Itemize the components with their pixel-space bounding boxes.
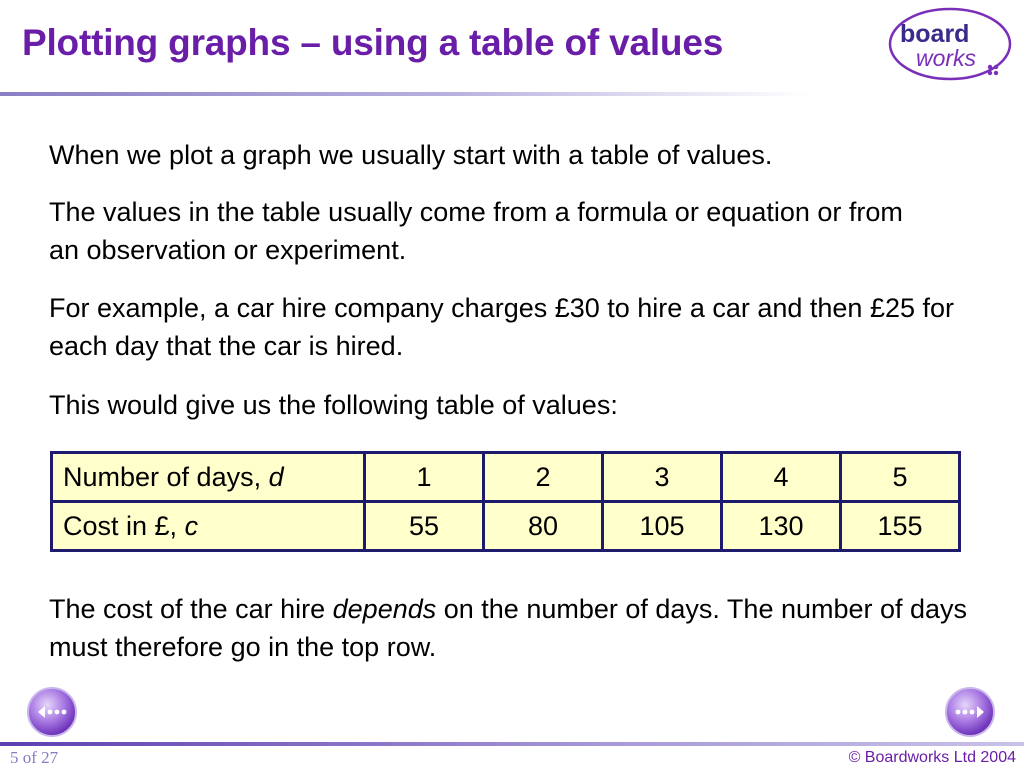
- svg-text:works: works: [916, 45, 977, 71]
- copyright-notice: © Boardworks Ltd 2004: [848, 749, 1016, 766]
- days-header-cell: Number of days, d: [52, 453, 365, 502]
- days-cell: 1: [365, 453, 484, 502]
- cost-cell: 130: [722, 502, 841, 551]
- emphasis-depends: depends: [332, 594, 437, 624]
- table-row-days: [52, 453, 960, 502]
- boardworks-logo: [886, 4, 1018, 82]
- days-cell: 3: [603, 453, 722, 502]
- title-underline: [0, 92, 810, 96]
- intro-paragraph: When we plot a graph we usually start with a table of values.: [49, 140, 773, 170]
- table-intro-paragraph: This would give us the following table of values:: [49, 390, 618, 420]
- next-slide-button[interactable]: [944, 686, 996, 738]
- days-cell: 2: [484, 453, 603, 502]
- footer-divider: [0, 742, 1024, 746]
- cost-cell: 80: [484, 502, 603, 551]
- table-row-cost: [52, 502, 960, 551]
- days-cell: 5: [841, 453, 960, 502]
- page-title: Plotting graphs – using a table of values: [22, 22, 724, 63]
- cost-cell: 55: [365, 502, 484, 551]
- days-cell: 4: [722, 453, 841, 502]
- page-number: 5 of 27: [10, 748, 59, 767]
- previous-slide-button[interactable]: [26, 686, 78, 738]
- cost-header-cell: Cost in £, c: [52, 502, 365, 551]
- example-paragraph: For example, a car hire company charges £30 to hire a car and then £25 for each day that the car is hired.: [49, 293, 955, 361]
- cost-cell: 105: [603, 502, 722, 551]
- values-table: [50, 451, 961, 552]
- conclusion-paragraph: The cost of the car hire depends on the number of days. The number of days must therefore go in the top row.: [49, 594, 968, 662]
- source-paragraph: The values in the table usually come from a formula or equation or from an observation or experiment.: [49, 197, 903, 265]
- svg-text:board: board: [900, 20, 970, 48]
- cost-cell: 155: [841, 502, 960, 551]
